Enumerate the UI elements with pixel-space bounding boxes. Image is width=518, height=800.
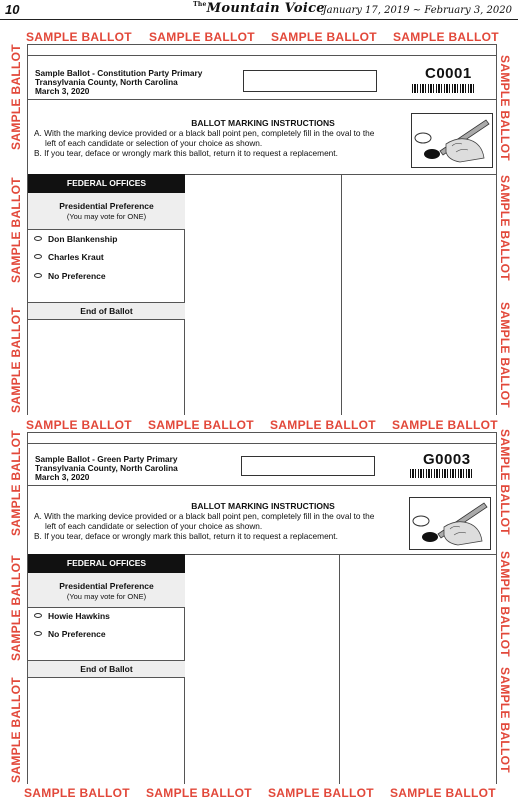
page-number: 10 <box>5 2 20 17</box>
ballot-date: March 3, 2020 <box>35 472 90 482</box>
watermark-bottom: SAMPLE BALLOT <box>24 786 130 800</box>
watermark-right: SAMPLE BALLOT <box>498 302 512 408</box>
instruction-a-cont: left of each candidate or selection of your choice as shown. <box>45 138 263 148</box>
candidate-name: No Preference <box>48 629 106 639</box>
watermark-left: SAMPLE BALLOT <box>9 307 23 413</box>
ballot-county: Transylvania County, North Carolina <box>35 463 178 473</box>
ballot-id-box <box>243 70 377 92</box>
watermark-top: SAMPLE BALLOT <box>149 30 255 44</box>
instructions-title: BALLOT MARKING INSTRUCTIONS <box>191 118 335 128</box>
candidate-name: Charles Kraut <box>48 252 104 262</box>
end-of-ballot: End of Ballot <box>28 302 185 320</box>
vote-oval[interactable] <box>34 254 42 259</box>
watermark-right: SAMPLE BALLOT <box>498 175 512 281</box>
instructions-title: BALLOT MARKING INSTRUCTIONS <box>191 501 335 511</box>
candidate-name: No Preference <box>48 271 106 281</box>
watermark-middle: SAMPLE BALLOT <box>26 418 132 432</box>
candidate-option[interactable] <box>28 250 185 264</box>
race-instructions: (You may vote for ONE) <box>66 212 147 221</box>
publication-name: Mountain Voice <box>206 1 325 16</box>
watermark-left: SAMPLE BALLOT <box>9 555 23 661</box>
vote-oval[interactable] <box>34 236 42 241</box>
candidate-option[interactable] <box>28 627 185 641</box>
ballot-county: Transylvania County, North Carolina <box>35 77 178 87</box>
watermark-bottom: SAMPLE BALLOT <box>390 786 496 800</box>
watermark-right: SAMPLE BALLOT <box>498 55 512 161</box>
instructions-text <box>34 128 394 158</box>
vote-oval[interactable] <box>34 631 42 636</box>
instruction-a: A. With the marking device provided or a black ball point pen, completely fill in the oval to the <box>34 511 375 521</box>
race-header <box>28 573 185 608</box>
section-header: FEDERAL OFFICES <box>28 174 185 193</box>
ballot-title: Sample Ballot - Constitution Party Primary <box>35 68 203 78</box>
watermark-right: SAMPLE BALLOT <box>498 429 512 535</box>
ballot-title: Sample Ballot - Green Party Primary <box>35 454 178 464</box>
watermark-right: SAMPLE BALLOT <box>498 551 512 657</box>
vote-oval[interactable] <box>34 613 42 618</box>
candidate-name: Howie Hawkins <box>48 611 110 621</box>
ballot-code: G0003 <box>423 451 471 468</box>
issue-date-range: January 17, 2019 ~ February 3, 2020 <box>322 5 512 16</box>
watermark-top: SAMPLE BALLOT <box>393 30 499 44</box>
race-title: Presidential Preference <box>59 201 154 211</box>
ballot-date: March 3, 2020 <box>35 86 90 96</box>
ballot-green <box>27 432 497 784</box>
instructions-text <box>34 511 394 541</box>
watermark-bottom: SAMPLE BALLOT <box>146 786 252 800</box>
race-title: Presidential Preference <box>59 581 154 591</box>
watermark-left: SAMPLE BALLOT <box>9 177 23 283</box>
watermark-top: SAMPLE BALLOT <box>271 30 377 44</box>
watermark-left: SAMPLE BALLOT <box>9 677 23 783</box>
barcode <box>412 84 474 93</box>
candidate-name: Don Blankenship <box>48 234 118 244</box>
barcode <box>410 469 472 478</box>
watermark-top: SAMPLE BALLOT <box>26 30 132 44</box>
watermark-middle: SAMPLE BALLOT <box>148 418 254 432</box>
ballot-column-1 <box>28 174 185 415</box>
ballot-constitution <box>27 44 497 415</box>
instruction-b: B. If you tear, deface or wrongly mark this ballot, return it to request a replacement. <box>34 148 338 158</box>
publication-tm: The <box>193 1 207 8</box>
race-header <box>28 193 185 230</box>
instruction-b: B. If you tear, deface or wrongly mark this ballot, return it to request a replacement. <box>34 531 338 541</box>
vote-oval[interactable] <box>34 273 42 278</box>
watermark-middle: SAMPLE BALLOT <box>392 418 498 432</box>
watermark-right: SAMPLE BALLOT <box>498 667 512 773</box>
candidate-option[interactable] <box>28 232 185 246</box>
candidate-option[interactable] <box>28 269 185 283</box>
race-instructions: (You may vote for ONE) <box>66 592 147 601</box>
ballot-column-1 <box>28 554 185 784</box>
candidate-option[interactable] <box>28 609 185 623</box>
page-header <box>0 0 518 20</box>
ballot-id-box <box>241 456 375 476</box>
watermark-left: SAMPLE BALLOT <box>9 430 23 536</box>
pen-illustration-icon <box>409 497 491 550</box>
instruction-a: A. With the marking device provided or a black ball point pen, completely fill in the oval to the <box>34 128 375 138</box>
watermark-bottom: SAMPLE BALLOT <box>268 786 374 800</box>
instruction-a-cont: left of each candidate or selection of your choice as shown. <box>45 521 263 531</box>
end-of-ballot: End of Ballot <box>28 660 185 678</box>
section-header: FEDERAL OFFICES <box>28 554 185 573</box>
pen-illustration-icon <box>411 113 493 168</box>
watermark-middle: SAMPLE BALLOT <box>270 418 376 432</box>
watermark-left: SAMPLE BALLOT <box>9 44 23 150</box>
ballot-code: C0001 <box>425 65 472 82</box>
